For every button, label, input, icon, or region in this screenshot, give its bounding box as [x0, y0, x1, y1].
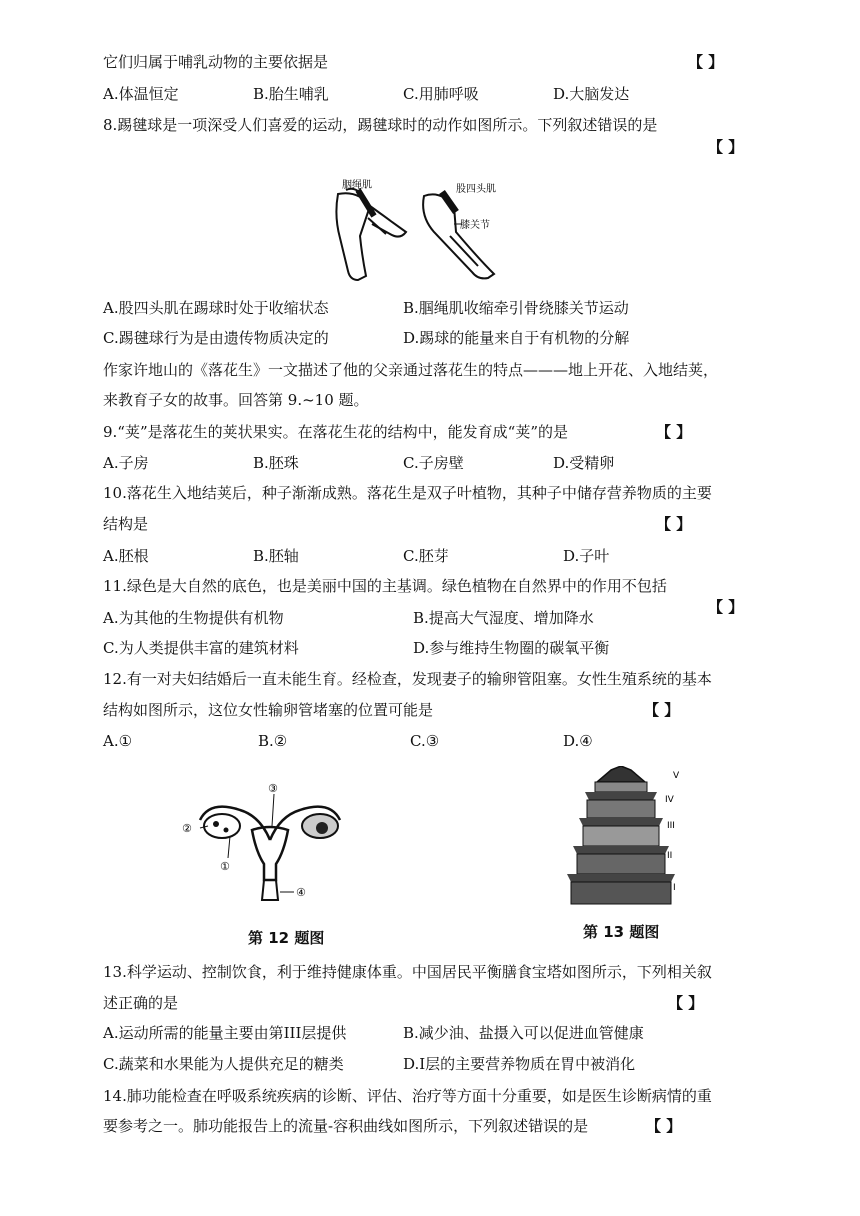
- q11-option-a: A.为其他的生物提供有机物: [103, 609, 284, 627]
- q8-leg-figure: [328, 176, 528, 286]
- fig12-mark-2: ②: [182, 822, 192, 835]
- q9-answer-bracket: 【 】: [656, 423, 692, 441]
- fig12-reproductive-system: [180, 780, 350, 950]
- passage-line-2: 来教育子女的故事。回答第 9.~10 题。: [103, 391, 369, 409]
- q14-stem-line-2: 要参考之一。肺功能报告上的流量-容积曲线如图所示，下列叙述错误的是: [103, 1117, 589, 1135]
- fig13-level-4: IV: [665, 795, 674, 805]
- q9-option-c: C.子房壁: [403, 454, 464, 472]
- q11-option-b: B.提高大气湿度、增加降水: [413, 609, 594, 627]
- q10-stem-line-2: 结构是: [103, 515, 149, 533]
- q14-answer-bracket: 【 】: [646, 1117, 682, 1135]
- q8-option-c: C.踢毽球行为是由遗传物质决定的: [103, 329, 329, 347]
- q13-stem-line-1: 13.科学运动、控制饮食，利于维持健康体重。中国居民平衡膳食宝塔如图所示，下列相关叙: [103, 963, 712, 981]
- passage-line-1: 作家许地山的《落花生》一文描述了他的父亲通过落花生的特点———地上开花、入地结荚，: [103, 361, 719, 379]
- q12-option-b: B.②: [258, 732, 288, 750]
- q7-answer-bracket: 【 】: [688, 53, 724, 71]
- q12-option-d: D.④: [563, 732, 593, 750]
- q9-option-d: D.受精卵: [553, 454, 615, 472]
- q8-option-d: D.踢球的能量来自于有机物的分解: [403, 329, 630, 347]
- q10-option-c: C.胚芽: [403, 547, 449, 565]
- q8-option-b: B.腘绳肌收缩牵引骨绕膝关节运动: [403, 299, 629, 317]
- q9-option-b: B.胚珠: [253, 454, 299, 472]
- fig12-mark-3: ③: [268, 782, 278, 795]
- fig13-level-2: II: [667, 851, 673, 861]
- q8-answer-bracket: 【 】: [708, 138, 744, 156]
- fig13-level-1: I: [673, 883, 676, 893]
- q10-option-a: A.胚根: [103, 547, 149, 565]
- q12-option-c: C.③: [410, 732, 440, 750]
- q11-answer-bracket: 【 】: [708, 598, 744, 616]
- q8-option-a: A.股四头肌在踢球时处于收缩状态: [103, 299, 329, 317]
- q12-option-a: A.①: [103, 732, 133, 750]
- fig12-caption: 第 12 题图: [248, 929, 325, 947]
- q11-option-c: C.为人类提供丰富的建筑材料: [103, 639, 299, 657]
- q12-answer-bracket: 【 】: [644, 701, 680, 719]
- q9-stem: 9.“荚”是落花生的荚状果实。在落花生花的结构中，能发育成“荚”的是: [103, 423, 568, 441]
- q12-stem-line-2: 结构如图所示，这位女性输卵管堵塞的位置可能是: [103, 701, 434, 719]
- q13-stem-line-2: 述正确的是: [103, 994, 179, 1012]
- q7-option-a: A.体温恒定: [103, 85, 179, 103]
- fig13-level-5: V: [673, 771, 680, 781]
- q13-option-d: D.Ⅰ层的主要营养物质在胃中被消化: [403, 1055, 636, 1073]
- q13-answer-bracket: 【 】: [668, 994, 704, 1012]
- fig13-level-3: III: [667, 821, 675, 831]
- q7-option-d: D.大脑发达: [553, 85, 630, 103]
- q8-stem: 8.踢毽球是一项深受人们喜爱的运动，踢毽球时的动作如图所示。下列叙述错误的是: [103, 116, 658, 134]
- q11-stem: 11.绿色是大自然的底色，也是美丽中国的主基调。绿色植物在自然界中的作用不包括: [103, 577, 667, 595]
- q7-option-b: B.胎生哺乳: [253, 85, 329, 103]
- q10-stem-line-1: 10.落花生入地结荚后，种子渐渐成熟。落花生是双子叶植物，其种子中储存营养物质的主要: [103, 484, 712, 502]
- q13-option-c: C.蔬菜和水果能为人提供充足的糖类: [103, 1055, 344, 1073]
- q13-option-a: A.运动所需的能量主要由第III层提供: [103, 1024, 347, 1042]
- q7-stem: 它们归属于哺乳动物的主要依据是: [103, 53, 329, 71]
- q13-option-b: B.减少油、盐摄入可以促进血管健康: [403, 1024, 644, 1042]
- fig13-food-pagoda: [555, 766, 695, 906]
- q10-answer-bracket: 【 】: [656, 515, 692, 533]
- hamstring-label: 胭绳肌: [342, 180, 372, 191]
- knee-joint-label: 膝关节: [460, 220, 490, 231]
- q10-option-d: D.子叶: [563, 547, 610, 565]
- q14-stem-line-1: 14.肺功能检查在呼吸系统疾病的诊断、评估、治疗等方面十分重要，如是医生诊断病情的重: [103, 1087, 712, 1105]
- fig12-mark-1: ①: [220, 860, 230, 873]
- quadriceps-label: 股四头肌: [456, 184, 496, 195]
- fig13-caption: 第 13 题图: [583, 923, 660, 941]
- q11-option-d: D.参与维持生物圈的碳氧平衡: [413, 639, 610, 657]
- q7-option-c: C.用肺呼吸: [403, 85, 479, 103]
- q10-option-b: B.胚轴: [253, 547, 299, 565]
- q9-option-a: A.子房: [103, 454, 149, 472]
- fig12-mark-4: ④: [296, 886, 306, 899]
- q12-stem-line-1: 12.有一对夫妇结婚后一直未能生育。经检查，发现妻子的输卵管阻塞。女性生殖系统的基本: [103, 670, 712, 688]
